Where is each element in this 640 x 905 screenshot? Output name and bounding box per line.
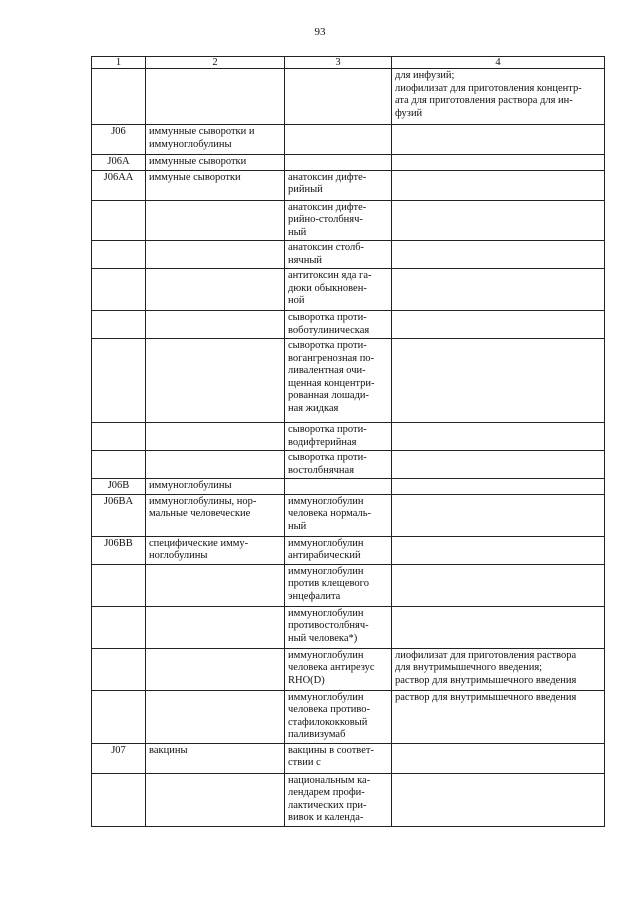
cell-line: национальным ка-	[288, 774, 371, 786]
cell-line: иммуноглобулин	[288, 495, 364, 507]
group-name-cell	[146, 564, 285, 606]
cell-line: иммунные сыворотки	[149, 156, 247, 167]
cell-line: противостолбняч-	[288, 620, 369, 631]
atc-code-cell	[92, 423, 146, 451]
group-name-cell	[146, 690, 285, 743]
group-name-cell	[146, 773, 285, 826]
header-col-4: 4	[392, 57, 605, 69]
group-name-cell	[146, 200, 285, 241]
group-name-cell	[146, 269, 285, 311]
table-row	[92, 200, 605, 241]
atc-code-cell: J06B	[92, 479, 146, 495]
dosage-form-cell	[392, 339, 605, 423]
cell-line: лактических при-	[288, 799, 367, 811]
cell-line: иммуноглобулин	[288, 607, 364, 619]
cell-line: иммуноглобулин	[288, 537, 364, 549]
atc-code-cell	[92, 311, 146, 339]
dosage-form-cell	[392, 451, 605, 479]
dosage-form-cell	[392, 423, 605, 451]
cell-line: иммуноглобулин	[288, 649, 364, 661]
cell-line: рованная лошади-	[288, 390, 370, 401]
group-name-cell	[146, 648, 285, 690]
table-row	[92, 269, 605, 311]
cell-line: иммуноглобулины, нор-	[149, 495, 257, 507]
cell-line: анатоксин столб-	[288, 242, 365, 253]
table-row	[92, 170, 605, 200]
atc-code-cell	[92, 69, 146, 125]
group-name-cell	[146, 536, 285, 564]
table-row	[92, 743, 605, 773]
atc-code-cell	[92, 564, 146, 606]
table-row	[92, 606, 605, 648]
table-row	[92, 311, 605, 339]
atc-code-cell	[92, 269, 146, 311]
cell-line: ливалентная очи-	[288, 365, 366, 376]
drug-name-cell	[285, 170, 392, 200]
cell-line: ный	[288, 226, 307, 238]
drug-name-cell	[285, 241, 392, 269]
cell-line: сыворотка проти-	[288, 424, 367, 435]
cell-line: ствии с	[288, 757, 321, 768]
cell-line: паливизумаб	[288, 729, 346, 740]
drug-name-cell	[285, 773, 392, 826]
header-col-1: 1	[92, 57, 146, 69]
table-row	[92, 536, 605, 564]
header-col-3: 3	[285, 57, 392, 69]
dosage-form-cell	[392, 743, 605, 773]
cell-line: человека противо-	[288, 704, 371, 715]
dosage-form-cell	[392, 690, 605, 743]
cell-line: иммуноглобулин	[288, 565, 364, 577]
dosage-form-cell	[392, 311, 605, 339]
cell-line: дюки обыкновен-	[288, 282, 367, 294]
dosage-form-cell	[392, 125, 605, 155]
atc-code-cell	[92, 648, 146, 690]
drug-name-cell	[285, 200, 392, 241]
cell-line: сыворотка проти-	[288, 312, 367, 323]
cell-line: водифтерийная	[288, 436, 357, 448]
cell-line: стафилококковый	[288, 716, 368, 728]
group-name-cell	[146, 743, 285, 773]
cell-line: рийный	[288, 184, 323, 195]
table-row	[92, 423, 605, 451]
cell-line: энцефалита	[288, 590, 341, 602]
dosage-form-cell	[392, 241, 605, 269]
atc-code-cell: J06BB	[92, 536, 146, 564]
cell-line: лендарем профи-	[288, 787, 365, 798]
table-row	[92, 494, 605, 536]
table-row	[92, 451, 605, 479]
cell-line: для инфузий;	[395, 70, 455, 81]
drug-name-cell	[285, 269, 392, 311]
table-row	[92, 155, 605, 171]
dosage-form-cell	[392, 536, 605, 564]
group-name-cell	[146, 125, 285, 155]
cell-line: лиофилизат для приготовления концентр-	[395, 82, 582, 94]
cell-line: рийно-столбняч-	[288, 214, 363, 225]
group-name-cell	[146, 241, 285, 269]
cell-line: ная жидкая	[288, 402, 339, 414]
table-row	[92, 241, 605, 269]
atc-code-cell	[92, 200, 146, 241]
page-number: 93	[314, 26, 326, 38]
cell-line: вивок и календа-	[288, 812, 364, 823]
dosage-form-cell	[392, 564, 605, 606]
cell-line: для внутримышечного введения;	[395, 662, 543, 673]
table-row	[92, 773, 605, 826]
dosage-form-cell	[392, 200, 605, 241]
group-name-cell	[146, 494, 285, 536]
atc-code-cell: J07	[92, 743, 146, 773]
table-row	[92, 690, 605, 743]
cell-line: иммуноглобулины	[149, 138, 232, 150]
cell-line: вакцины	[149, 744, 188, 756]
cell-line: щенная концентри-	[288, 377, 375, 389]
dosage-form-cell	[392, 606, 605, 648]
group-name-cell	[146, 479, 285, 495]
cell-line: ный	[288, 520, 307, 532]
group-name-cell	[146, 423, 285, 451]
cell-line: нячный	[288, 254, 323, 266]
cell-line: ной	[288, 295, 305, 306]
drug-name-cell	[285, 479, 392, 495]
dosage-form-cell	[392, 773, 605, 826]
group-name-cell	[146, 170, 285, 200]
cell-line: ноглобулины	[149, 550, 208, 561]
table-row	[92, 125, 605, 155]
cell-line: человека нормаль-	[288, 508, 372, 519]
cell-line: раствор для внутримышечного введения	[395, 691, 577, 703]
cell-line: ата для приготовления раствора для ин-	[395, 95, 573, 106]
drug-name-cell	[285, 339, 392, 423]
drug-name-cell	[285, 536, 392, 564]
group-name-cell	[146, 311, 285, 339]
group-name-cell	[146, 339, 285, 423]
group-name-cell	[146, 69, 285, 125]
dosage-form-cell	[392, 494, 605, 536]
cell-line: востолбнячная	[288, 464, 355, 476]
cell-line: иммуноглобулин	[288, 691, 364, 703]
atc-code-cell	[92, 451, 146, 479]
drug-name-cell	[285, 69, 392, 125]
cell-line: воботулиническая	[288, 324, 370, 336]
cell-line: вакцины в соответ-	[288, 744, 374, 756]
drug-name-cell	[285, 451, 392, 479]
table-row	[92, 648, 605, 690]
atc-code-cell	[92, 690, 146, 743]
cell-line: фузий	[395, 107, 423, 119]
dosage-form-cell	[392, 155, 605, 171]
cell-line: человека антирезус	[288, 662, 375, 673]
atc-code-cell	[92, 773, 146, 826]
cell-line: раствор для внутримышечного введения	[395, 674, 577, 686]
atc-code-cell	[92, 606, 146, 648]
table-row	[92, 339, 605, 423]
cell-line: сыворотка проти-	[288, 340, 367, 351]
drug-name-cell	[285, 564, 392, 606]
atc-code-cell: J06BA	[92, 494, 146, 536]
cell-line: иммуноглобулины	[149, 480, 232, 491]
cell-line: иммунные сыворотки и	[149, 126, 255, 137]
cell-line: специфические имму-	[149, 537, 249, 549]
drug-name-cell	[285, 648, 392, 690]
group-name-cell	[146, 155, 285, 171]
table-row	[92, 564, 605, 606]
dosage-form-cell	[392, 69, 605, 125]
dosage-form-cell	[392, 648, 605, 690]
dosage-form-cell	[392, 479, 605, 495]
table-row	[92, 69, 605, 125]
drug-name-cell	[285, 743, 392, 773]
drug-name-cell	[285, 423, 392, 451]
cell-line: иммуные сыворотки	[149, 171, 241, 183]
dosage-form-cell	[392, 170, 605, 200]
atc-code-cell: J06	[92, 125, 146, 155]
cell-line: антирабический	[288, 550, 361, 561]
drug-table	[91, 56, 605, 827]
cell-line: против клещевого	[288, 578, 369, 589]
drug-name-cell	[285, 494, 392, 536]
dosage-form-cell	[392, 269, 605, 311]
table-header-row	[92, 57, 605, 69]
group-name-cell	[146, 606, 285, 648]
cell-line: вогангренозная по-	[288, 352, 375, 364]
cell-line: анатоксин дифте-	[288, 171, 367, 183]
drug-name-cell	[285, 311, 392, 339]
atc-code-cell: J06AA	[92, 170, 146, 200]
header-col-2: 2	[146, 57, 285, 69]
drug-name-cell	[285, 155, 392, 171]
drug-name-cell	[285, 125, 392, 155]
atc-code-cell	[92, 339, 146, 423]
drug-name-cell	[285, 690, 392, 743]
cell-line: анатоксин дифте-	[288, 201, 367, 213]
atc-code-cell	[92, 241, 146, 269]
drug-name-cell	[285, 606, 392, 648]
cell-line: антитоксин яда га-	[288, 270, 372, 281]
cell-line: RHO(D)	[288, 674, 325, 686]
cell-line: мальные человеческие	[149, 508, 251, 519]
cell-line: лиофилизат для приготовления раствора	[395, 649, 577, 661]
group-name-cell	[146, 451, 285, 479]
atc-code-cell: J06A	[92, 155, 146, 171]
table-row	[92, 479, 605, 495]
cell-line: ный человека*)	[288, 632, 358, 644]
cell-line: сыворотка проти-	[288, 452, 367, 463]
